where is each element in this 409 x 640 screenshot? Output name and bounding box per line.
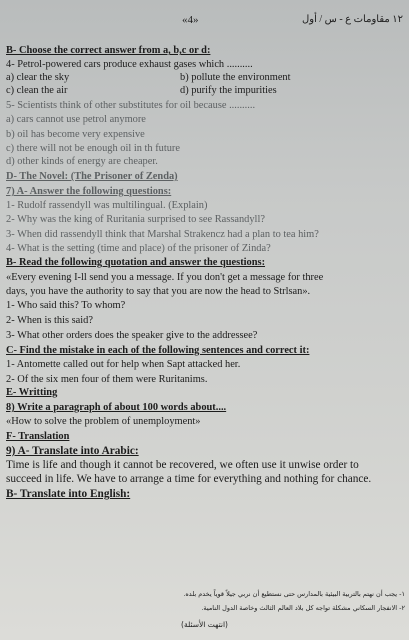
question-line [6,285,405,298]
section-heading [6,44,405,57]
question-line [6,242,405,255]
question-line [6,199,405,212]
line-text: 5- Scientists think of other substitutes for oil because .......... [6,100,256,111]
line-text: 2- Why was the king of Ruritania surprised to see Rassandyll? [6,214,265,225]
section-heading [6,401,405,414]
line-text: c) there will not be enough oil in th future [6,143,180,154]
line-text: D- The Novel: (The Prisoner of Zenda) [6,171,178,182]
section-heading [6,386,405,399]
section-heading [6,185,405,198]
section-heading [6,473,405,486]
line-text: 1- Antomette called out for help when Sapt attacked her. [6,359,241,370]
line-text: Time is life and though it cannot be recovered, we often use it unwise order to [6,459,359,471]
section-heading [6,602,405,615]
question-line [6,142,405,155]
question-line [6,299,405,312]
line-text: «Every evening I-ll send you a message. If you don't get a message for three [6,272,324,283]
end-of-questions: (انتهت الأسئلة) [181,620,228,629]
line-text: c) clean the air [6,85,68,96]
line-text: E- Writting [6,387,58,398]
line-text: 4- What is the setting (time and place) of the prisoner of Zinda? [6,243,271,254]
page-number: «4» [182,14,199,26]
line-text: ٢- الانفجار السكاني مشكلة تواجه كل بلاد العالم الثالث وخاصة الدول النامية. [201,604,405,612]
section-heading [6,430,405,443]
line-text: B- Translate into English: [6,488,131,500]
question-line [6,113,405,126]
line-text: a) clear the sky [6,72,70,83]
question-line [6,271,405,284]
line-text: succeed in life. We have to arrange a time for everything and nothing for chance. [6,473,372,485]
line-text: b) oil has become very expensive [6,129,145,140]
line-text: 3- When did rassendyll think that Marshal Strakencz had a plan to tea him? [6,229,319,240]
line-text: 7) A- Answer the following questions: [6,186,172,197]
page-header-arabic: ١٢ مقاومات ع - س / أول [301,14,403,25]
section-heading [6,170,405,183]
question-line [6,128,405,141]
line-text: 9) A- Translate into Arabic: [6,445,139,457]
section-heading [6,459,405,472]
section-heading [6,445,405,458]
line-text: d) other kinds of energy are cheaper. [6,156,158,167]
line-text: 1- Rudolf rassendyll was multilingual. (Explain) [6,200,208,211]
section-heading [6,344,405,357]
line-text: C- Find the mistake in each of the following sentences and correct it: [6,345,310,356]
question-line [6,84,405,97]
question-line [6,314,405,327]
line-text: 2- Of the six men four of them were Ruritanims. [6,374,208,385]
question-line [6,155,405,168]
line-text: F- Translation [6,431,70,442]
section-heading [6,256,405,269]
question-line [6,228,405,241]
section-heading [6,588,405,601]
line-text: ١- يجب أن نهتم بالتربية البيئية بالمدارس حتى نستطيع أن نربي جيلاً قوياً يخدم بلده. [183,590,405,598]
question-line [6,329,405,342]
option-second-column: b) pollute the environment [180,72,291,83]
line-text: a) cars cannot use petrol anymore [6,114,146,125]
question-line [6,415,405,428]
question-line [6,358,405,371]
line-text: days, you have the authority to say that you are now the head to Strlsan». [6,286,311,297]
line-text: 1- Who said this? To whom? [6,300,126,311]
question-line [6,373,405,386]
line-text: 2- When is this said? [6,315,93,326]
question-line [6,71,405,84]
line-text: B- Read the following quotation and answer the questions: [6,257,266,268]
section-heading [6,488,405,501]
line-text: «How to solve the problem of unemployment» [6,416,201,427]
line-text: B- Choose the correct answer from a, b,c or d: [6,45,211,56]
option-second-column: d) purify the impurities [180,85,277,96]
question-line [6,58,405,71]
question-line [6,213,405,226]
question-line [6,99,405,112]
line-text: 3- What other orders does the speaker give to the addressee? [6,330,258,341]
line-text: 4- Petrol-powered cars produce exhaust gases which .......... [6,59,253,70]
line-text: 8) Write a paragraph of about 100 words about.... [6,402,227,413]
